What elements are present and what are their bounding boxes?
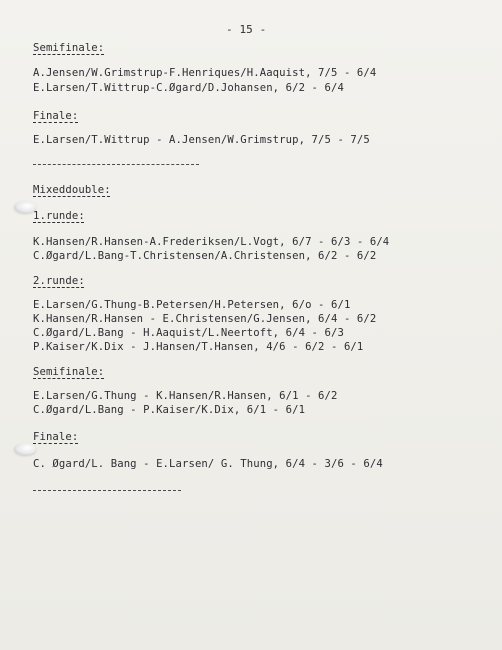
result-line: E.Larsen/G.Thung - K.Hansen/R.Hansen, 6/1 - 6/2: [33, 390, 338, 402]
result-line: E.Larsen/G.Thung-B.Petersen/H.Petersen, 6/o - 6/1: [33, 299, 351, 311]
divider-rule: [33, 490, 181, 491]
result-line: K.Hansen/R.Hansen-A.Frederiksen/L.Vogt, 6/7 - 6/3 - 6/4: [33, 236, 390, 248]
heading-finale-2: Finale:: [33, 431, 79, 443]
result-line: P.Kaiser/K.Dix - J.Hansen/T.Hansen, 4/6 - 6/2 - 6/1: [33, 341, 364, 353]
heading-finale-1: Finale:: [33, 110, 79, 122]
result-line: C.Øgard/L.Bang - H.Aaquist/L.Neertoft, 6/4 - 6/3: [33, 327, 344, 339]
result-line: K.Hansen/R.Hansen - E.Christensen/G.Jensen, 6/4 - 6/2: [33, 313, 377, 325]
result-line: E.Larsen/T.Wittrup - A.Jensen/W.Grimstrup, 7/5 - 7/5: [33, 134, 370, 146]
punch-hole: [14, 443, 36, 455]
result-line: C.Øgard/L.Bang-T.Christensen/A.Christensen, 6/2 - 6/2: [33, 250, 377, 262]
punch-hole: [14, 201, 36, 213]
divider-rule: [33, 164, 199, 165]
heading-semifinale-1: Semifinale:: [33, 42, 105, 54]
result-line: E.Larsen/T.Wittrup-C.Øgard/D.Johansen, 6/2 - 6/4: [33, 82, 344, 94]
result-line: A.Jensen/W.Grimstrup-F.Henriques/H.Aaquist, 7/5 - 6/4: [33, 67, 377, 79]
heading-mixeddouble: Mixeddouble:: [33, 184, 111, 196]
heading-2-runde: 2.runde:: [33, 275, 85, 287]
page-number: - 15 -: [226, 23, 267, 36]
heading-semifinale-2: Semifinale:: [33, 366, 105, 378]
heading-1-runde: 1.runde:: [33, 210, 85, 222]
result-line: C. Øgard/L. Bang - E.Larsen/ G. Thung, 6/4 - 3/6 - 6/4: [33, 458, 383, 470]
result-line: C.Øgard/L.Bang - P.Kaiser/K.Dix, 6/1 - 6/1: [33, 404, 306, 416]
